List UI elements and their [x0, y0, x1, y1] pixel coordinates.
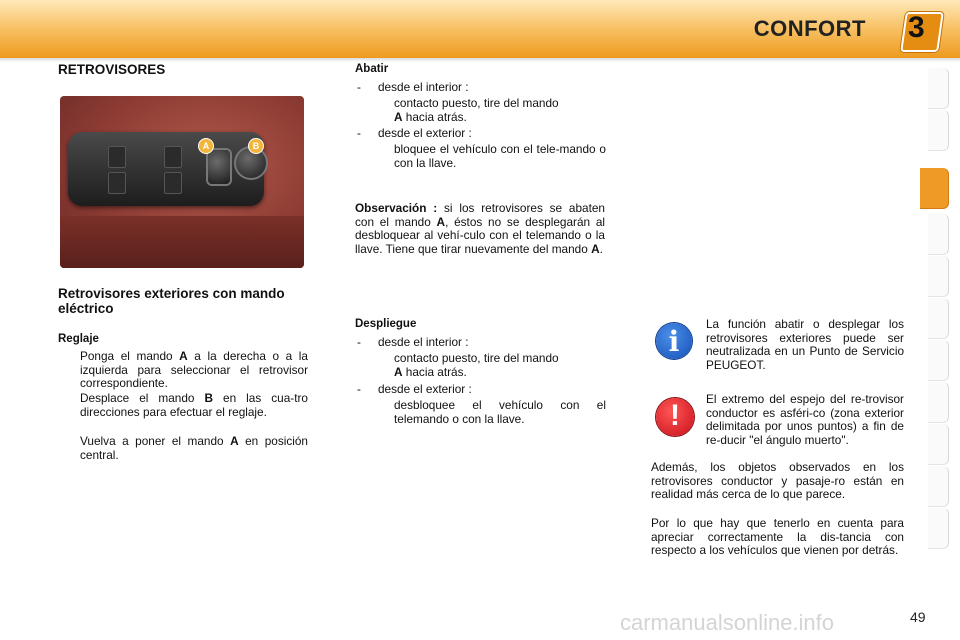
info-icon: i [656, 323, 692, 359]
list-item [58, 350, 310, 392]
dash: - [357, 126, 361, 140]
dash: - [357, 80, 361, 94]
label-a: A [198, 138, 214, 154]
info-note: La función abatir o desplegar los retrovisores exteriores puede ser neutralizada en un Punto de Servicio PEUGEOT. [706, 317, 904, 372]
despliegue-title: Despliegue [355, 318, 417, 330]
mirror-selector-a [206, 148, 232, 186]
section-heading: RETROVISORES [58, 62, 166, 77]
inside-label: desde el interior : [378, 80, 469, 94]
list-item [378, 97, 606, 127]
observation-note: Observación : si los retrovisores se abaten con el mando A, éstos no se desplegarán al desbloquear al vehí-culo con el telemando o la llave. Tiene que tirar nuevamente del mando A. [355, 201, 605, 256]
outside-label: desde el exterior : [378, 382, 472, 396]
door-trim [60, 216, 304, 268]
abatir-title: Abatir [355, 63, 389, 75]
chapter-tab[interactable] [928, 256, 949, 297]
paragraph: Por lo que hay que tenerlo en cuenta para apreciar correctamente la dis-tancia con respecto a los vehículos que vienen por detrás. [651, 516, 904, 558]
warning-icon: ! [656, 398, 694, 436]
window-switch [108, 172, 126, 194]
list-item [378, 352, 606, 382]
paragraph: Además, los objetos observados en los retrovisores conductor y pasaje-ro están en realidad más cerca de lo que parece. [651, 460, 904, 502]
door-switch-panel [68, 132, 264, 206]
chapter-tab[interactable] [928, 298, 949, 339]
chapter-tab[interactable] [928, 466, 949, 507]
chapter-tab[interactable] [928, 424, 949, 465]
list-item-text: Desplace el mando B en las cua-tro direcciones para efectuar el reglaje. [80, 391, 308, 419]
list-item-text: Vuelva a poner el mando A en posición central. [80, 434, 308, 462]
chapter-title: CONFORT [753, 16, 866, 41]
window-switch [164, 172, 182, 194]
page-number: 49 [910, 609, 926, 625]
mirror-controls-photo [60, 96, 304, 268]
warning-note: El extremo del espejo del re-trovisor conductor es asféri-co (zona exterior delimitada por unos puntos) a fin de re-ducir "el ángulo muerto". [706, 392, 904, 447]
list-item [58, 392, 310, 434]
chapter-tab[interactable] [928, 214, 949, 255]
list-item-text: contacto puesto, tire del mando A hacia atrás. [394, 351, 559, 379]
chapter-tab-active[interactable] [920, 168, 949, 209]
dash: - [357, 335, 361, 349]
window-switch [164, 146, 182, 168]
dash: - [357, 382, 361, 396]
chapter-tab[interactable] [928, 340, 949, 381]
list-item [378, 399, 606, 429]
list-item [58, 435, 310, 465]
chapter-number: 3 [908, 11, 925, 44]
chapter-tabs [928, 68, 960, 573]
list-item-text: contacto puesto, tire del mando A hacia atrás. [394, 96, 559, 124]
window-switch [108, 146, 126, 168]
chapter-tab[interactable] [928, 110, 949, 151]
subheading: Retrovisores exteriores con mando eléctrico [58, 286, 285, 316]
watermark: carmanualsonline.info [620, 610, 835, 635]
chapter-tab[interactable] [928, 68, 949, 109]
chapter-tab[interactable] [928, 382, 949, 423]
reglaje-title: Reglaje [58, 333, 99, 345]
list-item-text: bloquee el vehículo con el tele-mando o con la llave. [394, 142, 606, 170]
list-item-text: desbloquee el vehículo con el telemando o con la llave. [394, 398, 606, 426]
list-item-text: Ponga el mando A a la derecha o a la izquierda para seleccionar el retrovisor correspondiente. [80, 349, 308, 391]
inside-label: desde el interior : [378, 335, 469, 349]
outside-label: desde el exterior : [378, 126, 472, 140]
label-b: B [248, 138, 264, 154]
list-item [378, 143, 606, 173]
chapter-tab[interactable] [928, 508, 949, 549]
